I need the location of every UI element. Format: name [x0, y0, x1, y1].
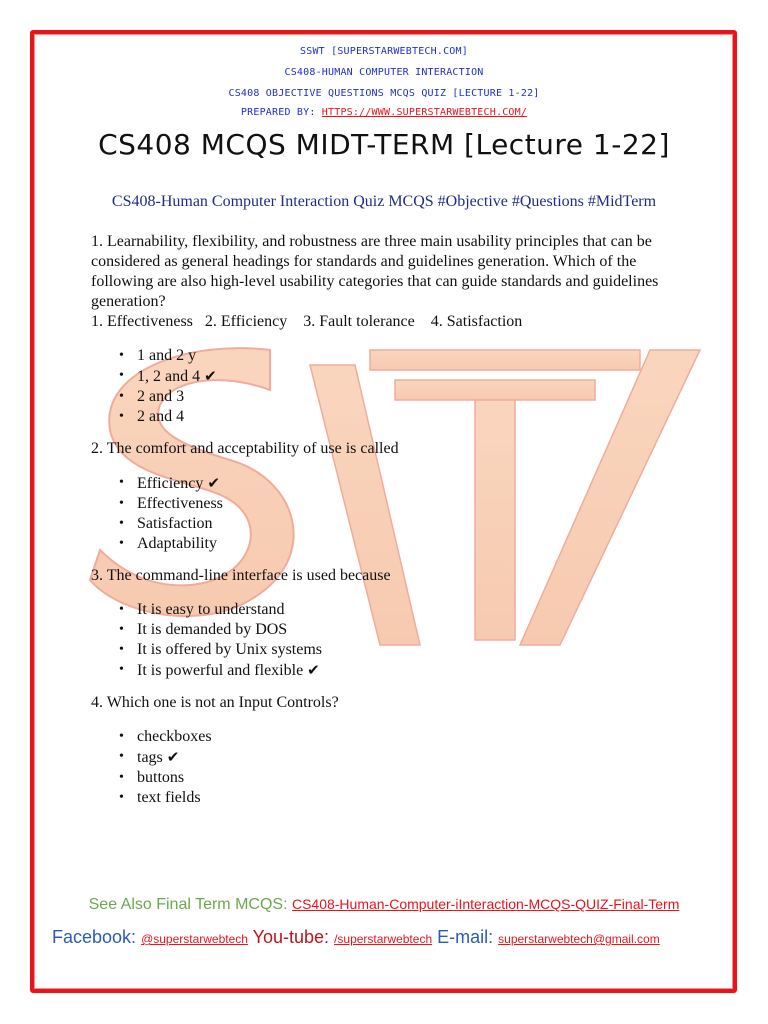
question-1-text: 1. Learnability, flexibility, and robustness are three main usability principles that can be considered as general headings for standards and guidelines generation. Which of the following are also high-level usability categories that can guide standards and guidelines generation? — [91, 233, 659, 310]
footer-social — [52, 927, 732, 948]
option-item: • checkboxes — [119, 727, 691, 747]
question-4-options — [91, 727, 691, 808]
question-1-extra: 1. Effectiveness 2. Efficiency 3. Fault tolerance 4. Satisfaction — [91, 313, 523, 330]
footer-see-also — [0, 896, 768, 914]
option-item: • 1, 2 and 4 ✔ — [119, 366, 691, 387]
option-item: • It is easy to understand — [119, 600, 691, 620]
option-item: • 1 and 2 y — [119, 346, 691, 366]
option-item: • Efficiency ✔ — [119, 473, 691, 494]
option-item: • It is offered by Unix systems — [119, 640, 691, 660]
prepared-label: PREPARED BY: — [240, 107, 322, 118]
question-2-options — [91, 473, 691, 554]
facebook-link[interactable]: @superstarwebtech — [141, 932, 248, 946]
check-icon: ✔ — [307, 661, 320, 679]
prepared-link[interactable]: HTTPS://WWW.SUPERSTARWEBTECH.COM/ — [321, 107, 528, 118]
option-item: • Effectiveness — [119, 494, 691, 514]
option-item: • Satisfaction — [119, 514, 691, 534]
header-quiz: CS408 OBJECTIVE QUESTIONS MCQS QUIZ [LECTURE 1-22] — [228, 88, 540, 99]
see-also-link[interactable]: CS408-Human-Computer-iInteraction-MCQS-QUIZ-Final-Term — [291, 896, 680, 912]
youtube-label: You-tube: — [247, 927, 335, 947]
question-4-text: 4. Which one is not an Input Controls? — [91, 694, 339, 711]
header-site: SSWT [SUPERSTARWEBTECH.COM] — [300, 46, 468, 57]
see-also-label: See Also Final Term MCQS: — [88, 896, 292, 913]
check-icon: ✔ — [204, 367, 217, 385]
email-link[interactable]: superstarwebtech@gmail.com — [498, 932, 660, 946]
option-item: • buttons — [119, 768, 691, 788]
page-title: CS408 MCQS MIDT-TERM [Lecture 1-22] — [98, 128, 670, 161]
check-icon: ✔ — [166, 748, 180, 766]
option-item: • It is powerful and flexible ✔ — [119, 660, 691, 681]
email-label: E-mail: — [432, 927, 499, 947]
header-course: CS408-HUMAN COMPUTER INTERACTION — [284, 67, 484, 78]
option-item: • text fields — [119, 788, 691, 808]
option-item: • Adaptability — [119, 534, 691, 554]
question-3-text: 3. The command-line interface is used because — [91, 567, 391, 584]
page-subtitle: CS408-Human Computer Interaction Quiz MCQS #Objective #Questions #MidTerm — [111, 193, 657, 210]
question-3-options — [91, 600, 691, 681]
question-2-text: 2. The comfort and acceptability of use is called — [91, 440, 399, 457]
option-item: • It is demanded by DOS — [119, 620, 691, 640]
questions-list — [91, 232, 691, 820]
header-prepared — [0, 107, 768, 118]
question-1-options — [91, 346, 691, 427]
option-item: • 2 and 3 — [119, 387, 691, 407]
option-item: • tags ✔ — [119, 747, 691, 768]
youtube-link[interactable]: /superstarwebtech — [334, 932, 433, 946]
option-item: • 2 and 4 — [119, 407, 691, 427]
facebook-label: Facebook: — [52, 927, 142, 947]
check-icon: ✔ — [207, 474, 220, 492]
